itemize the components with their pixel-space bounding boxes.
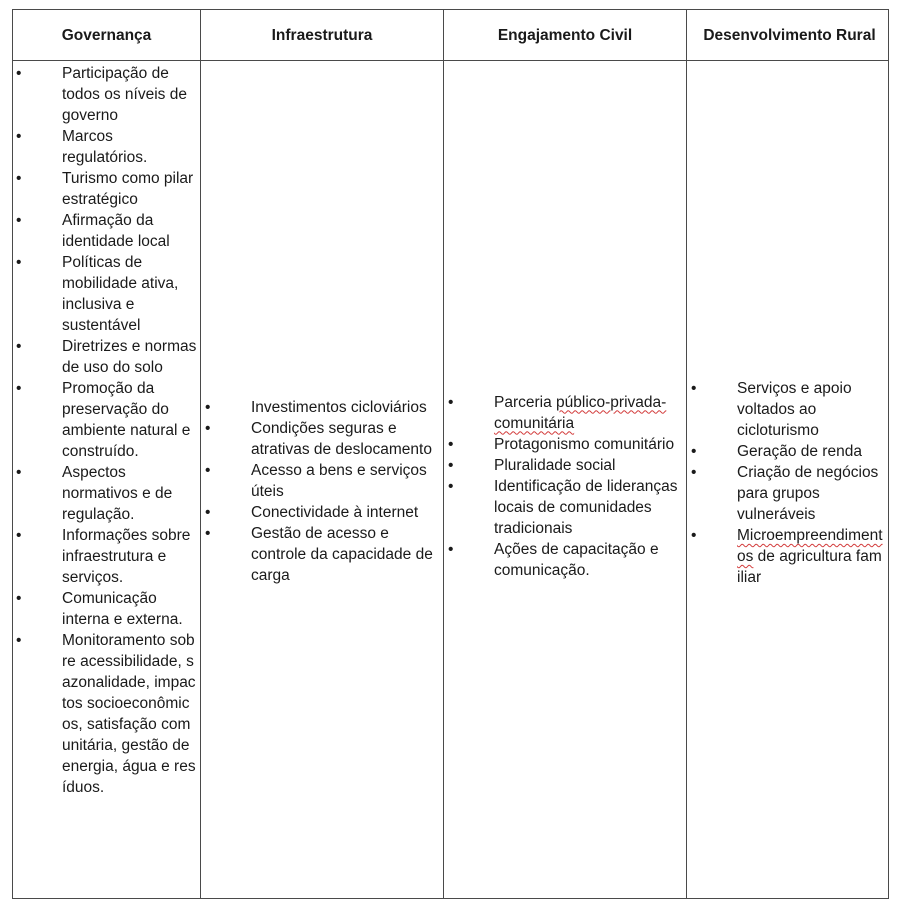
bullet-icon: •: [16, 128, 22, 145]
bullet-icon: •: [448, 393, 454, 411]
list-item-text: Acesso a bens e serviços úteis: [251, 461, 427, 500]
list-item: [205, 460, 440, 502]
list-item-text: Políticas de mobilidade ativa, inclusiva e sustentável: [62, 254, 179, 334]
list-item-text: Conectividade à internet: [251, 503, 419, 521]
bullet-icon: •: [16, 212, 22, 229]
governanca-list: [16, 63, 198, 798]
list-item: [448, 476, 683, 539]
list-item: [16, 210, 198, 252]
bullet-icon: •: [205, 461, 211, 479]
header-engajamento-civil: Engajamento Civil: [444, 10, 687, 61]
desenvolvimento-rural-cell: [687, 61, 889, 899]
list-item-text: Identificação de lideranças locais de comunidades tradicionais: [494, 477, 678, 537]
list-item-text: Investimentos cicloviários: [251, 398, 427, 416]
bullet-icon: •: [448, 435, 454, 453]
list-item: [16, 168, 198, 210]
bullet-icon: •: [16, 590, 22, 607]
bullet-icon: •: [448, 456, 454, 474]
list-item-text: Comunicação interna e externa.: [62, 590, 183, 628]
bullet-icon: •: [16, 380, 22, 397]
bullet-icon: •: [205, 524, 211, 542]
list-item: [448, 539, 683, 581]
list-item-text: Afirmação da identidade local: [62, 212, 170, 250]
list-item-text: Parceria: [494, 393, 557, 411]
bullet-icon: •: [448, 540, 454, 558]
list-item-text: Promoção da preservação do ambiente natural e construído.: [62, 380, 191, 460]
header-row: [13, 10, 889, 61]
list-item: [691, 441, 885, 462]
list-item: [16, 588, 198, 630]
list-item-text: Serviços e apoio voltados ao cicloturismo: [737, 380, 852, 439]
bullet-icon: •: [448, 477, 454, 495]
list-item-text: Condições seguras e atrativas de deslocamento: [251, 419, 432, 458]
governanca-cell: [13, 61, 201, 899]
engajamento-civil-cell: [444, 61, 687, 899]
bullet-icon: •: [205, 503, 211, 521]
list-item: [448, 392, 683, 434]
list-item-text: de agricultura familiar: [737, 548, 882, 586]
list-item-text: Pluralidade social: [494, 456, 616, 474]
list-item-text: Ações de capacitação e comunicação.: [494, 540, 659, 579]
spellcheck-underlined-text: público-privada-comunitária: [494, 393, 667, 432]
list-item-text: Diretrizes e normas de uso do solo: [62, 338, 197, 376]
bullet-icon: •: [205, 398, 211, 416]
infraestrutura-cell: [201, 61, 444, 899]
list-item-text: Aspectos normativos e de regulação.: [62, 464, 173, 523]
header-desenvolvimento-rural: Desenvolvimento Rural: [687, 10, 889, 61]
bullet-icon: •: [205, 419, 211, 437]
document-table: [12, 9, 889, 899]
list-item: [16, 462, 198, 525]
spellcheck-underlined-text: Microempreendimentos: [737, 527, 883, 565]
list-item: [16, 630, 198, 798]
bullet-icon: •: [691, 527, 697, 544]
list-item-text: Turismo como pilar estratégico: [62, 170, 194, 208]
list-item-text: Criação de negócios para grupos vulneráveis: [737, 464, 879, 523]
list-item: [691, 378, 885, 441]
header-infraestrutura: Infraestrutura: [201, 10, 444, 61]
list-item: [205, 397, 440, 418]
list-item-text: Geração de renda: [737, 443, 862, 460]
list-item: [16, 336, 198, 378]
content-row: [13, 61, 889, 899]
list-item: [16, 63, 198, 126]
list-item-text: Participação de todos os níveis de governo: [62, 65, 187, 124]
bullet-icon: •: [16, 338, 22, 355]
list-item: [205, 502, 440, 523]
list-item-text: Marcos regulatórios.: [62, 128, 148, 166]
list-item: [16, 126, 198, 168]
rural-list: [691, 378, 885, 588]
list-item-text: Monitoramento sobre acessibilidade, sazonalidade, impactos socioeconômicos, satisfação comunitária, gestão de energia, água e resíduos.: [62, 632, 196, 796]
header-governanca: Governança: [13, 10, 201, 61]
list-item: [205, 523, 440, 586]
list-item: [16, 525, 198, 588]
bullet-icon: •: [16, 254, 22, 271]
bullet-icon: •: [16, 464, 22, 481]
list-item: [448, 455, 683, 476]
bullet-icon: •: [691, 464, 697, 481]
list-item-text: Informações sobre infraestrutura e serviços.: [62, 527, 191, 586]
bullet-icon: •: [16, 527, 22, 544]
list-item-text: Protagonismo comunitário: [494, 435, 675, 453]
list-item: [205, 418, 440, 460]
list-item: [16, 378, 198, 462]
bullet-icon: •: [16, 65, 22, 82]
bullet-icon: •: [691, 443, 697, 460]
list-item: [16, 252, 198, 336]
bullet-icon: •: [691, 380, 697, 397]
bullet-icon: •: [16, 632, 22, 649]
list-item-text: Gestão de acesso e controle da capacidade de carga: [251, 524, 433, 584]
bullet-icon: •: [16, 170, 22, 187]
infraestrutura-list: [205, 397, 440, 586]
list-item: [448, 434, 683, 455]
engajamento-list: [448, 392, 683, 581]
list-item: [691, 525, 885, 588]
list-item: [691, 462, 885, 525]
